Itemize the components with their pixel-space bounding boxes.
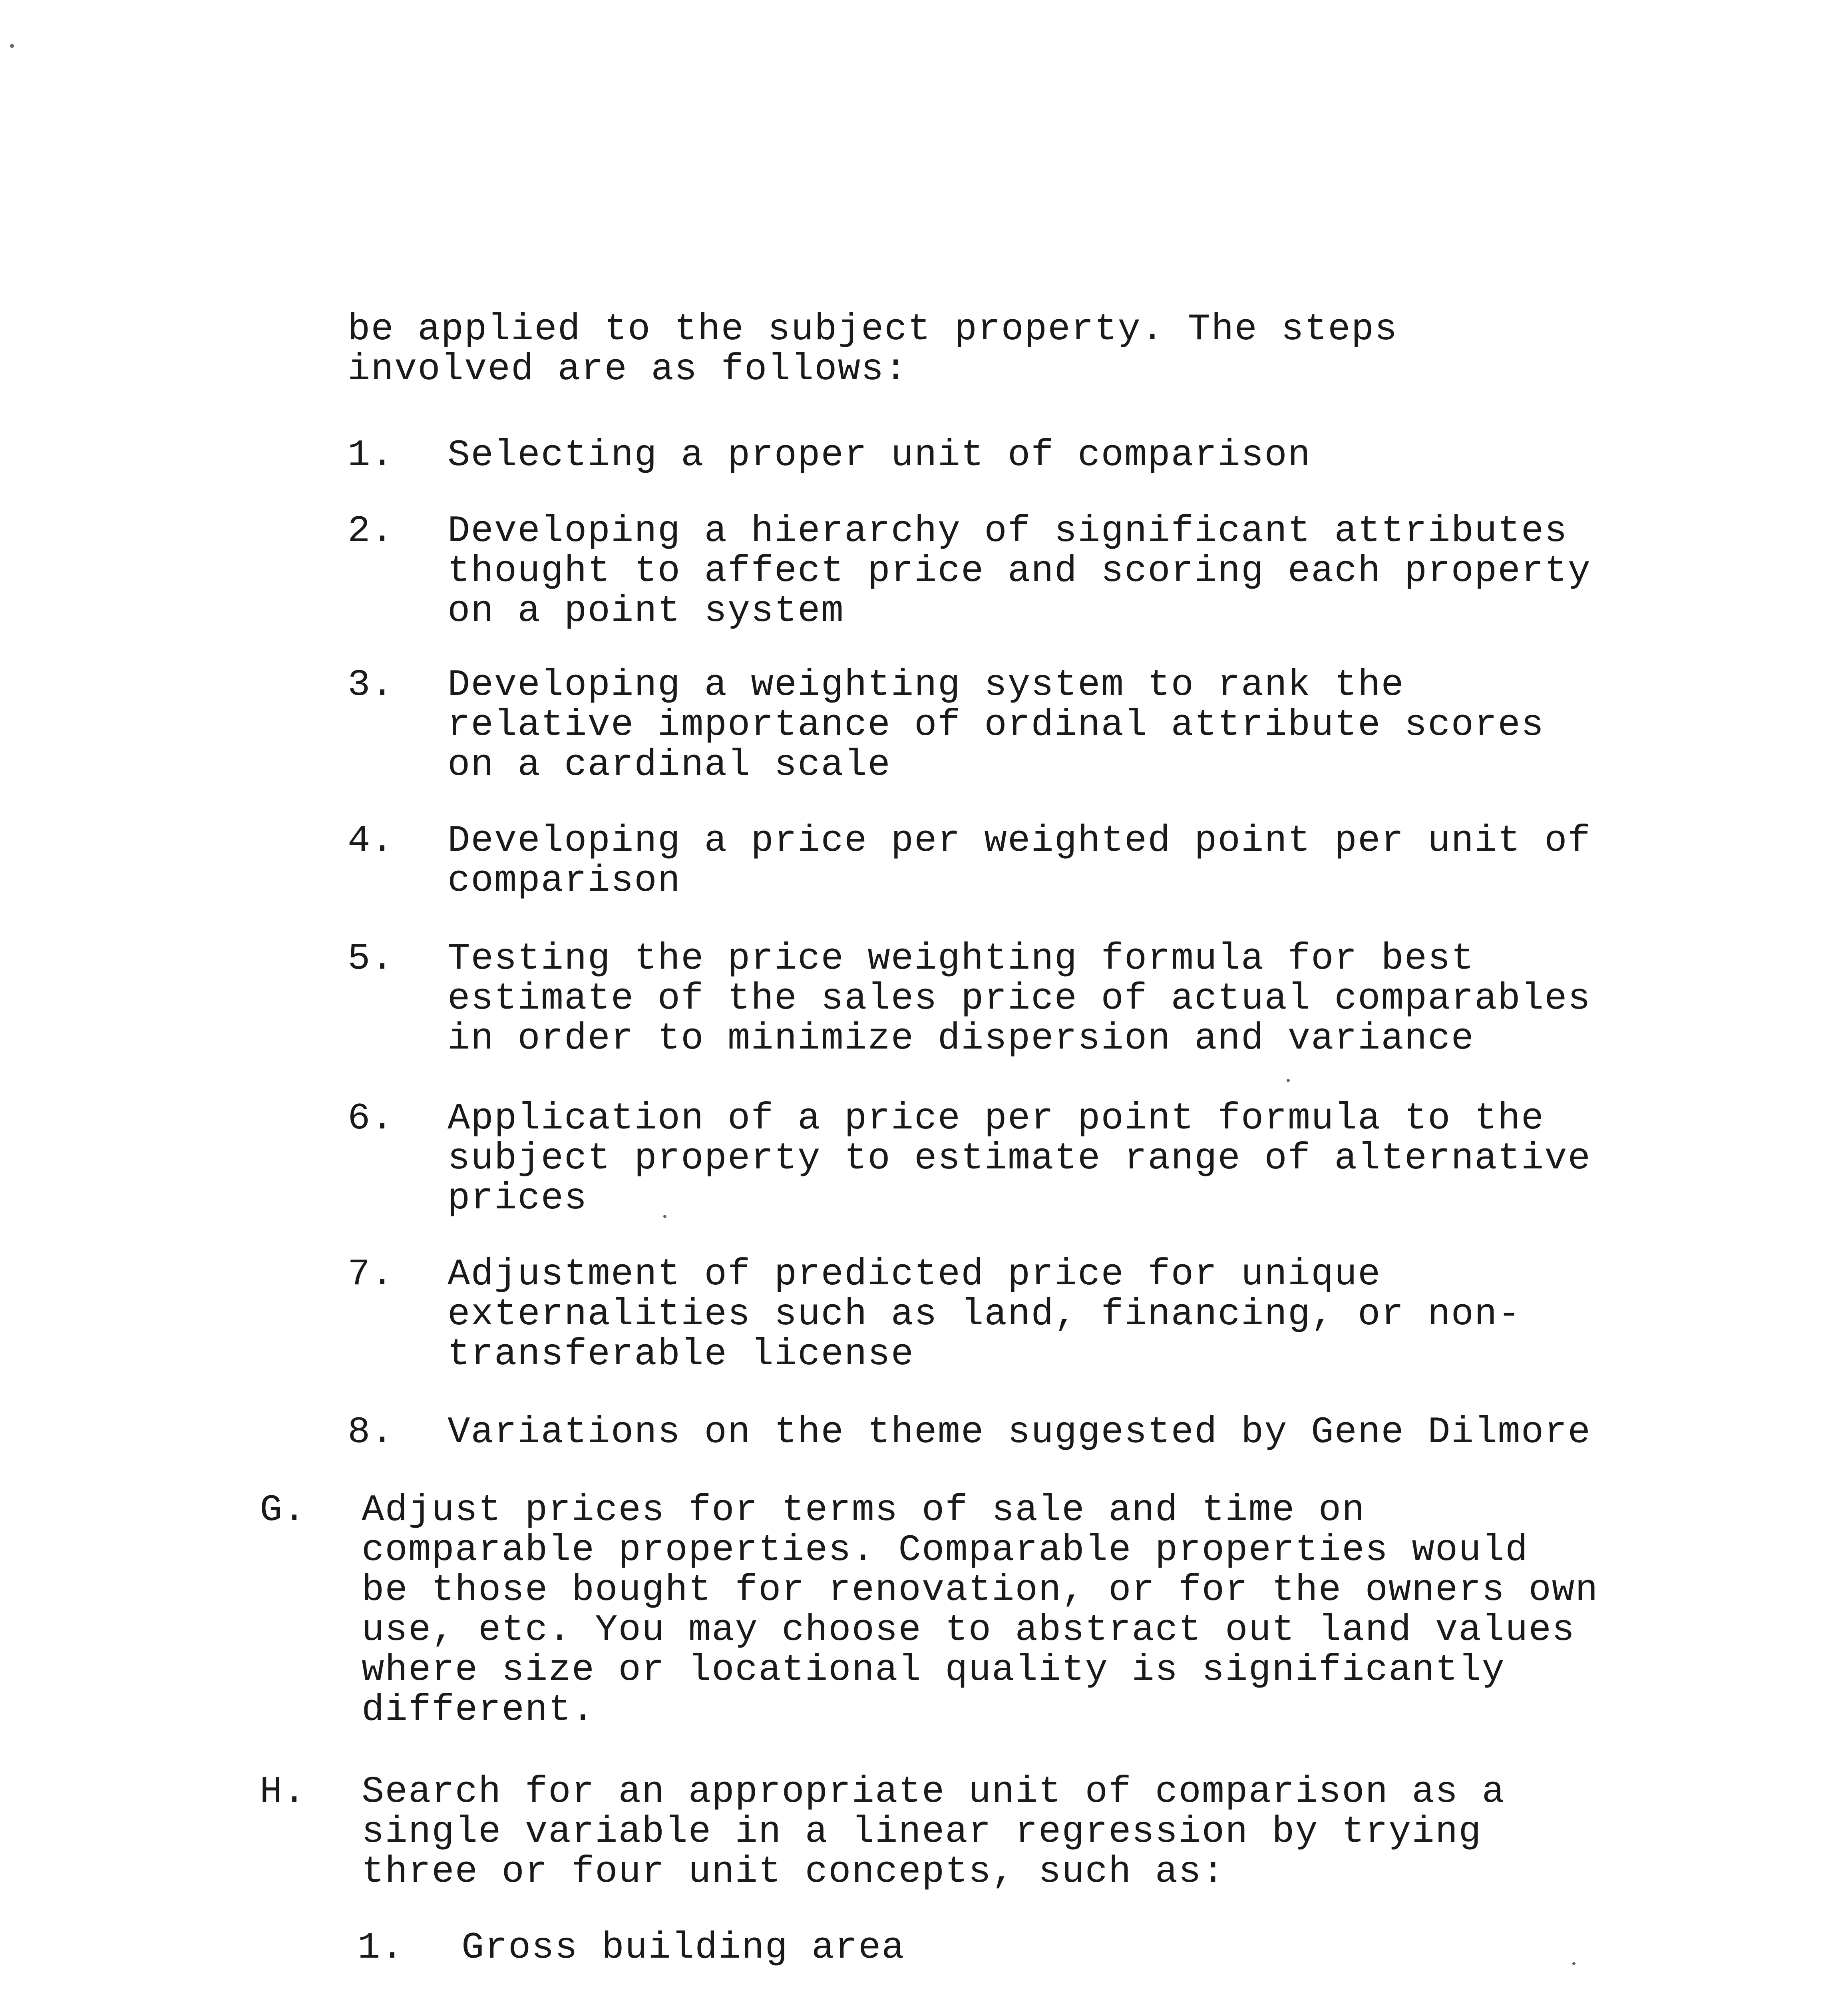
sub-item-number: 1.	[358, 1927, 404, 1969]
sub-item-1	[358, 1928, 1848, 1968]
step-text: Selecting a proper unit of comparison	[448, 434, 1311, 477]
intro-paragraph: be applied to the subject property. The steps involved are as follows:	[348, 308, 1398, 391]
step-text: Developing a weighting system to rank the relative importance of ordinal attribute scores on a cardinal scale	[448, 664, 1545, 786]
step-text: Developing a hierarchy of significant attributes thought to affect price and scoring each property on a point system	[448, 510, 1591, 633]
step-number: 4.	[348, 820, 394, 862]
sub-item-text: Gross building area	[462, 1927, 905, 1969]
step-number: 8.	[348, 1411, 394, 1454]
section-h	[260, 1772, 1778, 1892]
step-item-6	[348, 1099, 1848, 1219]
step-text: Testing the price weighting formula for best estimate of the sales price of actual comparables in order to minimize dispersion and variance	[448, 938, 1591, 1060]
step-text: Application of a price per point formula to the subject property to estimate range of alternative prices	[448, 1098, 1591, 1220]
step-item-4	[348, 821, 1848, 901]
section-g	[260, 1491, 1778, 1730]
step-text: Adjustment of predicted price for unique externalities such as land, financing, or non- transferable license	[448, 1254, 1521, 1376]
step-item-3	[348, 665, 1848, 785]
step-item-5	[348, 939, 1848, 1059]
step-item-8	[348, 1413, 1848, 1453]
step-number: 6.	[348, 1098, 394, 1140]
step-number: 1.	[348, 434, 394, 477]
section-text: Search for an appropriate unit of comparison as a single variable in a linear regression by trying three or four unit concepts, such as:	[362, 1771, 1506, 1893]
scan-speck	[663, 1215, 666, 1218]
step-text: Developing a price per weighted point per unit of comparison	[448, 820, 1591, 902]
section-letter: G.	[260, 1489, 306, 1532]
step-number: 3.	[348, 664, 394, 706]
section-letter: H.	[260, 1771, 306, 1813]
step-number: 5.	[348, 938, 394, 980]
step-text: Variations on the theme suggested by Gene Dilmore	[448, 1411, 1591, 1454]
scan-speck	[1287, 1079, 1290, 1082]
scan-speck	[1572, 1962, 1575, 1965]
step-number: 2.	[348, 510, 394, 553]
step-item-7	[348, 1255, 1848, 1375]
step-item-1	[348, 436, 1848, 476]
step-item-2	[348, 511, 1848, 631]
section-text: Adjust prices for terms of sale and time on comparable properties. Comparable properties would be those bought for renovation, or for the owners own use, etc. You may choose to abstract out land values where size or locational quality is significantly different.	[362, 1489, 1599, 1731]
step-number: 7.	[348, 1254, 394, 1296]
scan-speck	[10, 44, 14, 48]
